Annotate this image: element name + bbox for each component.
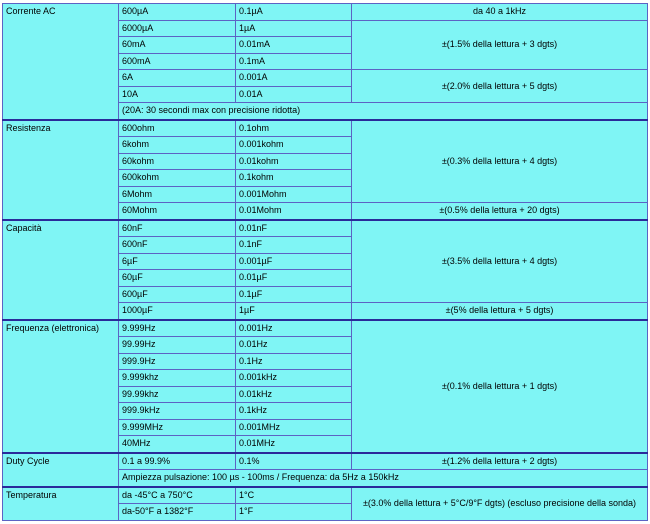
resolution-cell: 1°F (236, 504, 352, 521)
range-cell: 600µA (119, 4, 236, 21)
group-label-capacita: Capacità (3, 220, 119, 320)
resolution-cell: 0.001A (236, 70, 352, 87)
range-cell: 60kohm (119, 153, 236, 170)
resolution-cell: 0.01kohm (236, 153, 352, 170)
accuracy-cell: ±(0.5% della lettura + 20 dgts) (352, 203, 648, 220)
resolution-cell: 0.001µF (236, 253, 352, 270)
resolution-cell: 0.1mA (236, 53, 352, 70)
range-cell: 6A (119, 70, 236, 87)
accuracy-cell: ±(0.1% della lettura + 1 dgts) (352, 320, 648, 453)
resolution-cell: 0.1kHz (236, 403, 352, 420)
resolution-cell: 0.1ohm (236, 120, 352, 137)
range-cell: 0.1 a 99.9% (119, 453, 236, 470)
range-cell: da-50°F a 1382°F (119, 504, 236, 521)
range-cell: 40MHz (119, 436, 236, 453)
resolution-cell: 0.01MHz (236, 436, 352, 453)
resolution-cell: 0.01Mohm (236, 203, 352, 220)
resolution-cell: 0.1kohm (236, 170, 352, 187)
resolution-cell: 1°C (236, 487, 352, 504)
resolution-cell: 0.01kHz (236, 386, 352, 403)
accuracy-cell: ±(2.0% della lettura + 5 dgts) (352, 70, 648, 103)
resolution-cell: 0.1µA (236, 4, 352, 21)
resolution-cell: 0.001kohm (236, 137, 352, 154)
resolution-cell: 1µA (236, 20, 352, 37)
resolution-cell: 0.1nF (236, 237, 352, 254)
resolution-cell: 0.001Mohm (236, 186, 352, 203)
accuracy-cell: ±(1.5% della lettura + 3 dgts) (352, 20, 648, 70)
range-cell: 1000µF (119, 303, 236, 320)
range-cell: 60Mohm (119, 203, 236, 220)
range-cell: 9.999MHz (119, 419, 236, 436)
accuracy-cell: da 40 a 1kHz (352, 4, 648, 21)
range-cell: 600nF (119, 237, 236, 254)
range-cell: 600mA (119, 53, 236, 70)
range-cell: 99.99Hz (119, 337, 236, 354)
range-cell: 600ohm (119, 120, 236, 137)
resolution-cell: 0.001Hz (236, 320, 352, 337)
table-row (3, 487, 648, 504)
range-cell: da -45°C a 750°C (119, 487, 236, 504)
group-label-duty-cycle: Duty Cycle (3, 453, 119, 487)
range-cell: 9.999Hz (119, 320, 236, 337)
range-cell: 6Mohm (119, 186, 236, 203)
range-cell: 600µF (119, 286, 236, 303)
table-row (3, 4, 648, 21)
range-cell: 10A (119, 86, 236, 103)
resolution-cell: 0.1µF (236, 286, 352, 303)
group-label-resistenza: Resistenza (3, 120, 119, 220)
range-cell: 6000µA (119, 20, 236, 37)
resolution-cell: 0.001kHz (236, 370, 352, 387)
range-cell: 60µF (119, 270, 236, 287)
group-label-temperatura: Temperatura (3, 487, 119, 521)
resolution-cell: 0.01Hz (236, 337, 352, 354)
range-cell: 999.9Hz (119, 353, 236, 370)
resolution-cell: 0.01µF (236, 270, 352, 287)
table-row (3, 320, 648, 337)
resolution-cell: 0.01nF (236, 220, 352, 237)
group-label-corrente-ac: Corrente AC (3, 4, 119, 120)
range-cell: 99.99khz (119, 386, 236, 403)
resolution-cell: 0.1% (236, 453, 352, 470)
resolution-cell: 0.01mA (236, 37, 352, 54)
resolution-cell: 0.01A (236, 86, 352, 103)
range-cell: 60nF (119, 220, 236, 237)
accuracy-cell: ±(1.2% della lettura + 2 dgts) (352, 453, 648, 470)
range-cell: 9.999khz (119, 370, 236, 387)
table-row (3, 453, 648, 470)
resolution-cell: 1µF (236, 303, 352, 320)
range-cell: 999.9kHz (119, 403, 236, 420)
accuracy-cell: ±(3.0% della lettura + 5°C/9°F dgts) (escluso precisione della sonda) (352, 487, 648, 521)
accuracy-cell: ±(5% della lettura + 5 dgts) (352, 303, 648, 320)
note-cell: (20A: 30 secondi max con precisione ridotta) (119, 103, 648, 120)
group-label-frequenza: Frequenza (elettronica) (3, 320, 119, 453)
range-cell: 60mA (119, 37, 236, 54)
specifications-table (2, 3, 648, 521)
accuracy-cell: ±(0.3% della lettura + 4 dgts) (352, 120, 648, 203)
range-cell: 600kohm (119, 170, 236, 187)
range-cell: 6kohm (119, 137, 236, 154)
note-cell: Ampiezza pulsazione: 100 µs - 100ms / Frequenza: da 5Hz a 150kHz (119, 470, 648, 487)
resolution-cell: 0.001MHz (236, 419, 352, 436)
range-cell: 6µF (119, 253, 236, 270)
resolution-cell: 0.1Hz (236, 353, 352, 370)
table-row (3, 120, 648, 137)
accuracy-cell: ±(3.5% della lettura + 4 dgts) (352, 220, 648, 303)
table-row (3, 220, 648, 237)
